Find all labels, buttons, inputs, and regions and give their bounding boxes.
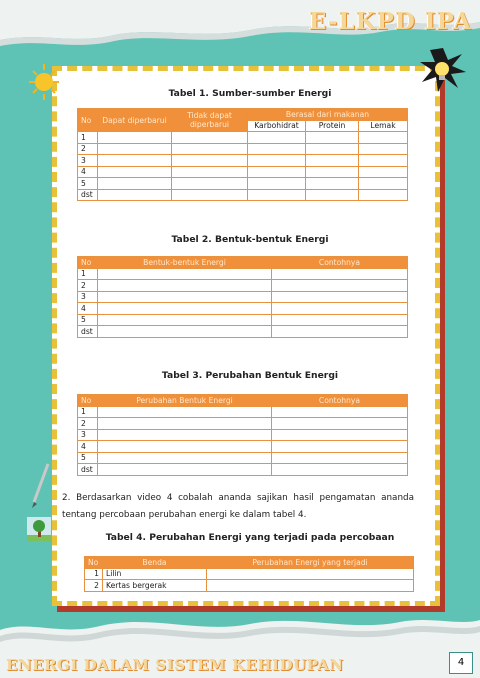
table-row [78,464,408,476]
table1-cell[interactable] [172,189,248,201]
table1-cell[interactable] [98,189,172,201]
table1-cell[interactable] [248,155,306,167]
table3-cell[interactable] [98,441,272,453]
instruction-text: Berdasarkan video 4 cobalah ananda sajikan hasil pengamatan ananda tentang percobaan perubahan energi ke dalam tabel 4. [62,493,414,520]
table3-row-number: 1 [78,406,98,418]
table1-cell[interactable] [98,132,172,144]
table1-row-number: 4 [78,166,98,178]
table-row [78,303,408,315]
table3-cell[interactable] [272,441,408,453]
table4-cell[interactable] [207,580,414,592]
table2-cell[interactable] [98,314,272,326]
table-row [78,326,408,338]
table4-header-item: Benda [103,557,207,569]
table-row [78,166,408,178]
table1-sub-fat: Lemak [359,120,408,132]
table1-cell[interactable] [359,132,408,144]
table2-header-forms: Bentuk-bentuk Energi [98,257,272,269]
table-row [85,568,414,580]
table1-header-nonrenewable: Tidak dapat diperbarui [172,109,248,132]
instruction-paragraph [62,490,414,524]
table1-energy-sources [77,108,408,201]
sun-icon [27,62,61,102]
table2-cell[interactable] [98,280,272,292]
table3-row-number: 4 [78,441,98,453]
table3-row-number: 5 [78,452,98,464]
table1-cell[interactable] [306,166,359,178]
table-row [78,406,408,418]
table3-cell[interactable] [272,406,408,418]
table2-header-no: No [78,257,98,269]
pencil-icon [28,462,52,508]
table3-header-examples: Contohnya [272,395,408,407]
table1-cell[interactable] [248,189,306,201]
table4-header-no: No [85,557,103,569]
table2-cell[interactable] [272,268,408,280]
table3-row-number: dst [78,464,98,476]
table1-header-renewable: Dapat diperbarui [98,109,172,132]
table4-item: Lilin [103,568,207,580]
table3-row-number: 3 [78,429,98,441]
table4-item: Kertas bergerak [103,580,207,592]
table1-cell[interactable] [306,143,359,155]
table2-row-number: 3 [78,291,98,303]
table-row [78,452,408,464]
table1-header-from-food: Berasal dari makanan [248,109,408,121]
table1-cell[interactable] [172,166,248,178]
table3-cell[interactable] [98,418,272,430]
table1-cell[interactable] [172,143,248,155]
table-row [78,418,408,430]
table3-cell[interactable] [272,418,408,430]
instruction-number: 2. [62,493,71,503]
table-row [78,143,408,155]
table-row [78,280,408,292]
table1-cell[interactable] [359,189,408,201]
table3-cell[interactable] [98,464,272,476]
table1-cell[interactable] [306,189,359,201]
table3-header-no: No [78,395,98,407]
table-row [78,291,408,303]
table2-cell[interactable] [98,291,272,303]
table3-cell[interactable] [272,429,408,441]
table3-cell[interactable] [98,406,272,418]
table-row [78,441,408,453]
table3-energy-transformation [77,394,408,476]
table1-cell[interactable] [306,132,359,144]
table4-cell[interactable] [207,568,414,580]
table3-cell[interactable] [272,452,408,464]
table-row [78,429,408,441]
table2-row-number: 2 [78,280,98,292]
table1-cell[interactable] [172,132,248,144]
table1-cell[interactable] [172,178,248,190]
table1-row-number: dst [78,189,98,201]
table1-cell[interactable] [359,178,408,190]
table1-row-number: 1 [78,132,98,144]
table2-cell[interactable] [98,303,272,315]
table1-cell[interactable] [359,155,408,167]
table1-cell[interactable] [248,166,306,178]
table1-cell[interactable] [359,143,408,155]
table1-cell[interactable] [359,166,408,178]
table1-title: Tabel 1. Sumber-sumber Energi [168,88,332,99]
table2-cell[interactable] [272,291,408,303]
table1-row-number: 3 [78,155,98,167]
table1-cell[interactable] [98,155,172,167]
table2-cell[interactable] [272,280,408,292]
table3-row-number: 2 [78,418,98,430]
table-row [78,314,408,326]
table1-row-number: 5 [78,178,98,190]
table1-cell[interactable] [306,155,359,167]
table2-cell[interactable] [98,268,272,280]
table1-cell[interactable] [248,132,306,144]
table2-cell[interactable] [272,303,408,315]
table1-sub-protein: Protein [306,120,359,132]
table1-cell[interactable] [248,143,306,155]
lightbulb-icon [420,48,466,92]
table1-header-no: No [78,109,98,132]
tree-icon [27,517,51,541]
table2-energy-forms [77,256,408,338]
table4-header-change: Perubahan Energi yang terjadi [207,557,414,569]
table-row [78,132,408,144]
table3-header-transformation: Perubahan Bentuk Energi [98,395,272,407]
page-number: 4 [449,652,473,674]
table2-row-number: dst [78,326,98,338]
table1-row-number: 2 [78,143,98,155]
table3-cell[interactable] [272,464,408,476]
table1-cell[interactable] [98,178,172,190]
table1-cell[interactable] [306,178,359,190]
table-row [78,268,408,280]
table2-header-examples: Contohnya [272,257,408,269]
table1-cell[interactable] [172,155,248,167]
table-row [85,580,414,592]
table2-cell[interactable] [272,314,408,326]
footer-title: ENERGI DALAM SISTEM KEHIDUPAN [6,656,344,674]
table1-sub-carbohydrate: Karbohidrat [248,120,306,132]
table-row [78,189,408,201]
table3-cell[interactable] [98,452,272,464]
table4-title: Tabel 4. Perubahan Energi yang terjadi pada percobaan [105,532,395,543]
table4-row-number: 2 [85,580,103,592]
table1-cell[interactable] [98,166,172,178]
table2-row-number: 1 [78,268,98,280]
table2-row-number: 4 [78,303,98,315]
table1-cell[interactable] [248,178,306,190]
header-title: E-LKPD IPA [308,8,472,35]
table-row [78,178,408,190]
table-row [78,155,408,167]
table3-cell[interactable] [98,429,272,441]
table2-title: Tabel 2. Bentuk-bentuk Energi [171,234,329,245]
table4-row-number: 1 [85,568,103,580]
table2-row-number: 5 [78,314,98,326]
table3-title: Tabel 3. Perubahan Bentuk Energi [161,370,339,381]
table4-experiment-results [84,556,414,592]
table2-cell[interactable] [272,326,408,338]
table2-cell[interactable] [98,326,272,338]
table1-cell[interactable] [98,143,172,155]
